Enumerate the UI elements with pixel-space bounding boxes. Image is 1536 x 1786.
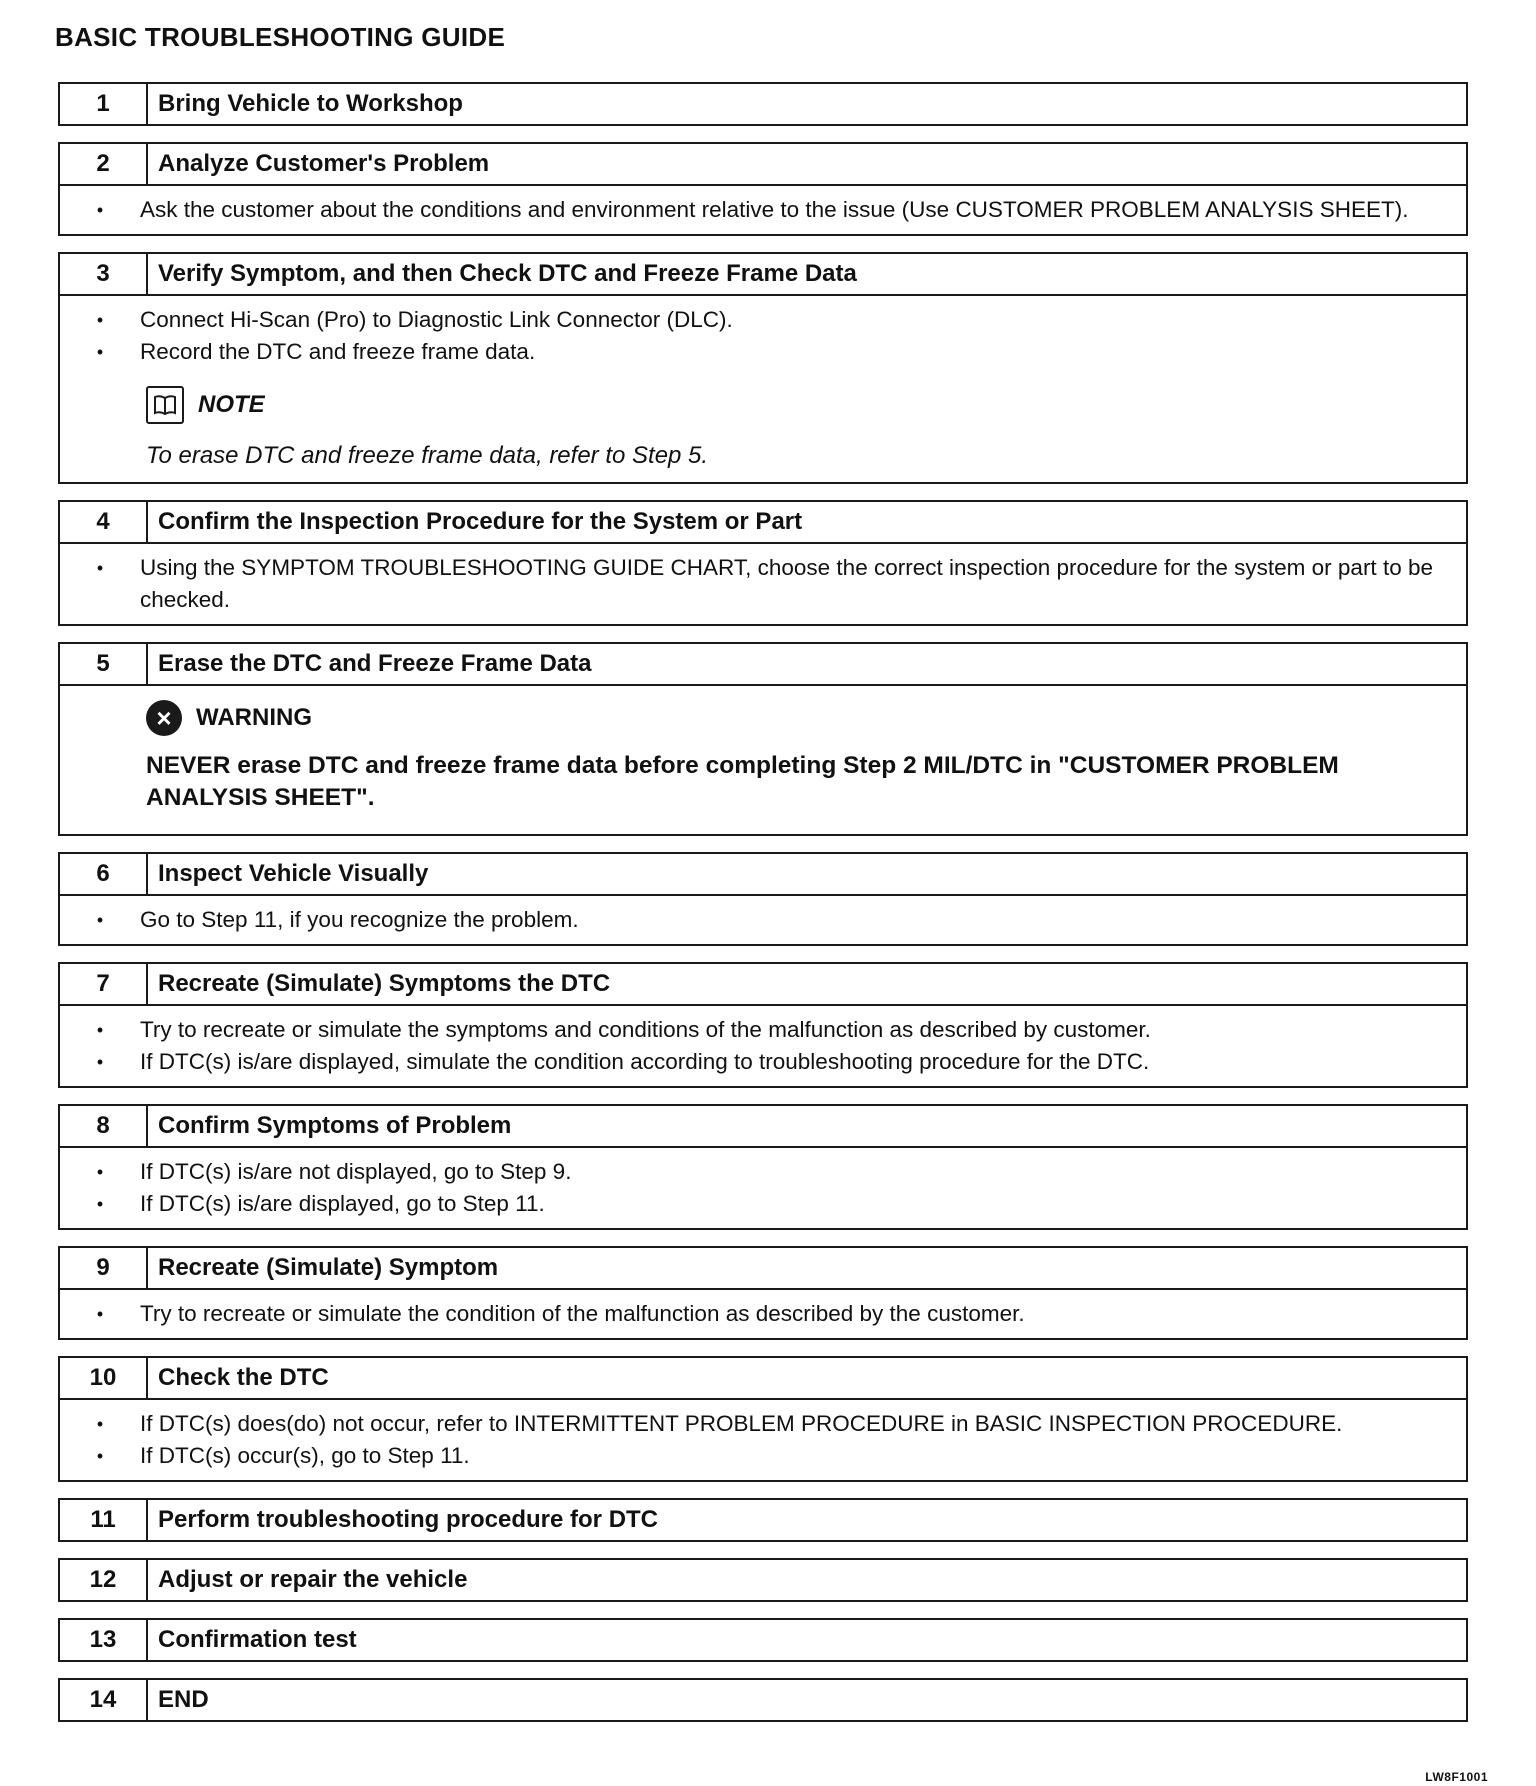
step-number: 12 — [60, 1560, 148, 1600]
step-12 — [58, 1558, 1468, 1602]
step-title: END — [158, 1686, 209, 1713]
bullet-text: Try to recreate or simulate the symptoms and conditions of the malfunction as described by customer. — [140, 1017, 1151, 1042]
step-4 — [58, 500, 1468, 626]
step-14 — [58, 1678, 1468, 1722]
step-header — [60, 644, 1466, 684]
bullet-item — [60, 336, 1454, 368]
bullet-text: If DTC(s) is/are displayed, go to Step 11. — [140, 1191, 545, 1216]
step-title: Analyze Customer's Problem — [158, 150, 490, 177]
bullet-text: Record the DTC and freeze frame data. — [140, 339, 536, 364]
step-title: Confirmation test — [158, 1626, 357, 1653]
step-title: Check the DTC — [158, 1364, 329, 1391]
page-title: BASIC TROUBLESHOOTING GUIDE — [55, 22, 506, 52]
step-header — [60, 1358, 1466, 1398]
step-number: 5 — [60, 644, 148, 684]
step-header — [60, 1106, 1466, 1146]
step-title: Confirm Symptoms of Problem — [158, 1112, 512, 1139]
step-6 — [58, 852, 1468, 946]
bullet-icon: • — [96, 1194, 104, 1214]
step-number: 3 — [60, 254, 148, 294]
step-number: 14 — [60, 1680, 148, 1720]
step-title: Recreate (Simulate) Symptoms the DTC — [158, 970, 611, 997]
warning-block — [60, 686, 1454, 826]
note-text: To erase DTC and freeze frame data, refer to Step 5. — [146, 442, 709, 469]
bullet-text: If DTC(s) is/are displayed, simulate the condition according to troubleshooting procedure for the DTC. — [140, 1049, 1150, 1074]
bullet-icon: • — [96, 1446, 104, 1466]
bullet-icon: • — [96, 1304, 104, 1324]
step-body — [60, 1004, 1466, 1086]
step-body — [60, 1146, 1466, 1228]
step-header — [60, 1620, 1466, 1660]
bullet-text: If DTC(s) occur(s), go to Step 11. — [140, 1443, 470, 1468]
bullet-text: Using the SYMPTOM TROUBLESHOOTING GUIDE CHART, choose the correct inspection procedure for the system or part to be checked. — [140, 555, 1433, 612]
step-number: 1 — [60, 84, 148, 124]
step-body — [60, 1398, 1466, 1480]
bullet-text: Try to recreate or simulate the condition of the malfunction as described by the customer. — [140, 1301, 1025, 1326]
step-body — [60, 1288, 1466, 1338]
step-number: 2 — [60, 144, 148, 184]
step-number: 9 — [60, 1248, 148, 1288]
bullet-text: Ask the customer about the conditions and environment relative to the issue (Use CUSTOMER PROBLEM ANALYSIS SHEET). — [140, 197, 1409, 222]
step-title: Verify Symptom, and then Check DTC and Freeze Frame Data — [158, 260, 857, 287]
step-header — [60, 254, 1466, 294]
bullet-icon: • — [96, 310, 104, 330]
bullet-icon: • — [96, 910, 104, 930]
note-header — [146, 386, 1454, 424]
step-header — [60, 854, 1466, 894]
step-header — [60, 502, 1466, 542]
step-body — [60, 542, 1466, 624]
bullet-icon: • — [96, 200, 104, 220]
step-title: Bring Vehicle to Workshop — [158, 90, 463, 117]
step-9 — [58, 1246, 1468, 1340]
step-title: Adjust or repair the vehicle — [158, 1566, 468, 1593]
step-body — [60, 294, 1466, 482]
bullet-item — [60, 304, 1454, 336]
step-header — [60, 144, 1466, 184]
bullet-item — [60, 904, 1454, 936]
step-header — [60, 1560, 1466, 1600]
warning-text: NEVER erase DTC and freeze frame data before completing Step 2 MIL/DTC in "CUSTOMER PROBLEM ANALYSIS SHEET". — [146, 752, 1339, 811]
step-number: 4 — [60, 502, 148, 542]
step-body — [60, 184, 1466, 234]
step-title: Perform troubleshooting procedure for DTC — [158, 1506, 659, 1533]
bullet-item — [60, 1188, 1454, 1220]
bullet-text: Go to Step 11, if you recognize the problem. — [140, 907, 579, 932]
step-title: Confirm the Inspection Procedure for the System or Part — [158, 508, 803, 535]
bullet-icon: • — [96, 558, 104, 578]
step-header — [60, 1248, 1466, 1288]
step-10 — [58, 1356, 1468, 1482]
step-5 — [58, 642, 1468, 836]
step-number: 13 — [60, 1620, 148, 1660]
bullet-item — [60, 1014, 1454, 1046]
step-title: Recreate (Simulate) Symptom — [158, 1254, 499, 1281]
step-header — [60, 964, 1466, 1004]
step-8 — [58, 1104, 1468, 1230]
x-circle-icon: × — [146, 700, 182, 736]
bullet-text: Connect Hi-Scan (Pro) to Diagnostic Link Connector (DLC). — [140, 307, 733, 332]
bullet-icon: • — [96, 1020, 104, 1040]
step-body — [60, 894, 1466, 944]
step-header — [60, 1500, 1466, 1540]
bullet-icon: • — [96, 342, 104, 362]
bullet-icon: • — [96, 1414, 104, 1434]
step-7 — [58, 962, 1468, 1088]
step-title: Erase the DTC and Freeze Frame Data — [158, 650, 592, 677]
step-header — [60, 1680, 1466, 1720]
bullet-item — [60, 1046, 1454, 1078]
bullet-icon: • — [96, 1162, 104, 1182]
bullet-item — [60, 552, 1454, 616]
step-1 — [58, 82, 1468, 126]
bullet-item — [60, 1408, 1454, 1440]
bullet-item — [60, 194, 1454, 226]
step-number: 7 — [60, 964, 148, 1004]
step-13 — [58, 1618, 1468, 1662]
bullet-item — [60, 1298, 1454, 1330]
steps-list — [58, 82, 1468, 1738]
step-number: 6 — [60, 854, 148, 894]
bullet-icon: • — [96, 1052, 104, 1072]
bullet-item — [60, 1440, 1454, 1472]
step-title: Inspect Vehicle Visually — [158, 860, 429, 887]
step-body — [60, 684, 1466, 834]
step-header — [60, 84, 1466, 124]
note-label: NOTE — [198, 391, 265, 418]
step-2 — [58, 142, 1468, 236]
bullet-item — [60, 1156, 1454, 1188]
bullet-text: If DTC(s) is/are not displayed, go to Step 9. — [140, 1159, 572, 1184]
step-number: 10 — [60, 1358, 148, 1398]
bullet-text: If DTC(s) does(do) not occur, refer to INTERMITTENT PROBLEM PROCEDURE in BASIC INSPECTION PROCEDURE. — [140, 1411, 1343, 1436]
warning-label: WARNING — [196, 704, 312, 731]
step-3 — [58, 252, 1468, 484]
step-number: 11 — [60, 1500, 148, 1540]
step-11 — [58, 1498, 1468, 1542]
note-block — [60, 386, 1454, 470]
warning-header — [146, 700, 1454, 736]
step-number: 8 — [60, 1106, 148, 1146]
book-icon — [146, 386, 184, 424]
figure-code: LW8F1001 — [1425, 1770, 1488, 1784]
